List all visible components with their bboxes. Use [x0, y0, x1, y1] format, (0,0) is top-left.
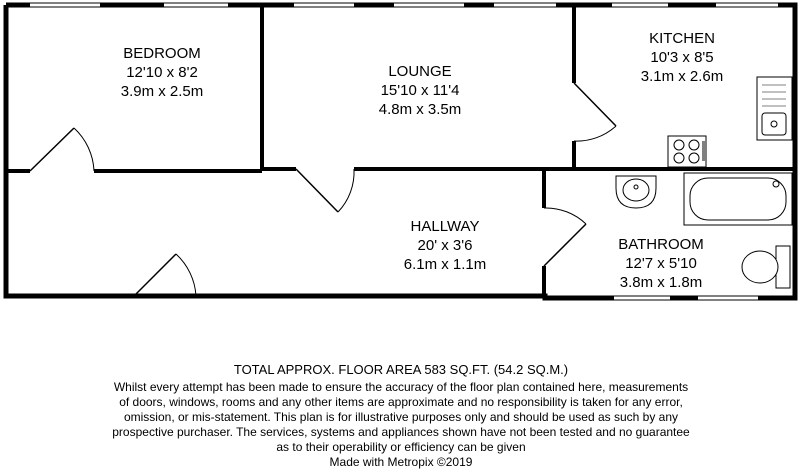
- room-name: HALLWAY: [410, 218, 480, 235]
- room-label-kitchen: [622, 29, 742, 86]
- room-label-hallway: [385, 217, 505, 274]
- room-name: BEDROOM: [123, 45, 201, 62]
- room-label-bedroom: [102, 44, 222, 101]
- hob-icon: [668, 136, 706, 167]
- window-bathroom-1: [614, 295, 670, 302]
- room-label-bathroom: [601, 235, 721, 292]
- window-lounge-2: [394, 2, 464, 9]
- room-dimensions-imperial: 12'10 x 8'2: [126, 64, 198, 81]
- room-dimensions-imperial: 20' x 3'6: [417, 237, 473, 254]
- room-dimensions-metric: 6.1m x 1.1m: [403, 256, 487, 273]
- room-dimensions-metric: 3.1m x 2.6m: [640, 68, 724, 85]
- room-dimensions-imperial: 15'10 x 11'4: [380, 82, 460, 99]
- toilet-icon: [742, 246, 790, 288]
- room-dimensions-metric: 3.9m x 2.5m: [120, 83, 204, 100]
- window-kitchen-2: [716, 2, 778, 9]
- door-bedroom: [30, 128, 94, 171]
- kitchen-sink-icon: [757, 77, 792, 140]
- room-name: LOUNGE: [388, 63, 452, 80]
- room-dimensions-imperial: 10'3 x 8'5: [650, 49, 714, 66]
- door-lounge: [296, 169, 354, 212]
- disclaimer: [0, 380, 802, 470]
- window-lounge-1: [294, 2, 354, 9]
- bathtub-icon: [684, 173, 792, 225]
- wash-basin-icon: [616, 176, 656, 208]
- door-entrance: [134, 254, 196, 296]
- door-bathroom: [544, 208, 586, 266]
- total-floor-area: TOTAL APPROX. FLOOR AREA 583 SQ.FT. (54.2 SQ.M.): [233, 362, 569, 377]
- disclaimer-line: as to their operability or efficiency can be given: [276, 440, 526, 454]
- room-label-lounge: [355, 62, 485, 119]
- disclaimer-line: prospective purchaser. The services, systems and appliances shown have not been tested and no guarantee: [112, 425, 690, 439]
- room-dimensions-imperial: 12'7 x 5'10: [625, 255, 697, 272]
- door-kitchen: [574, 83, 616, 141]
- disclaimer-line: omission, or mis-statement. This plan is for illustrative purposes only and should be used as such by any: [123, 410, 679, 424]
- window-bedroom-2: [164, 2, 228, 9]
- room-name: BATHROOM: [618, 236, 704, 253]
- window-lounge-3: [494, 2, 556, 9]
- disclaimer-line: Whilst every attempt has been made to ensure the accuracy of the floor plan contained here, measurements: [113, 380, 689, 394]
- window-bedroom-1: [30, 2, 100, 9]
- disclaimer-line: of doors, windows, rooms and any other items are approximate and no responsibility is taken for any error,: [119, 395, 683, 409]
- window-bathroom-2: [698, 295, 758, 302]
- window-kitchen-1: [612, 2, 668, 9]
- room-name: KITCHEN: [649, 30, 715, 47]
- room-dimensions-metric: 3.8m x 1.8m: [619, 274, 703, 291]
- credit: Made with Metropix ©2019: [329, 455, 473, 469]
- room-dimensions-metric: 4.8m x 3.5m: [378, 101, 462, 118]
- doors: [30, 83, 616, 296]
